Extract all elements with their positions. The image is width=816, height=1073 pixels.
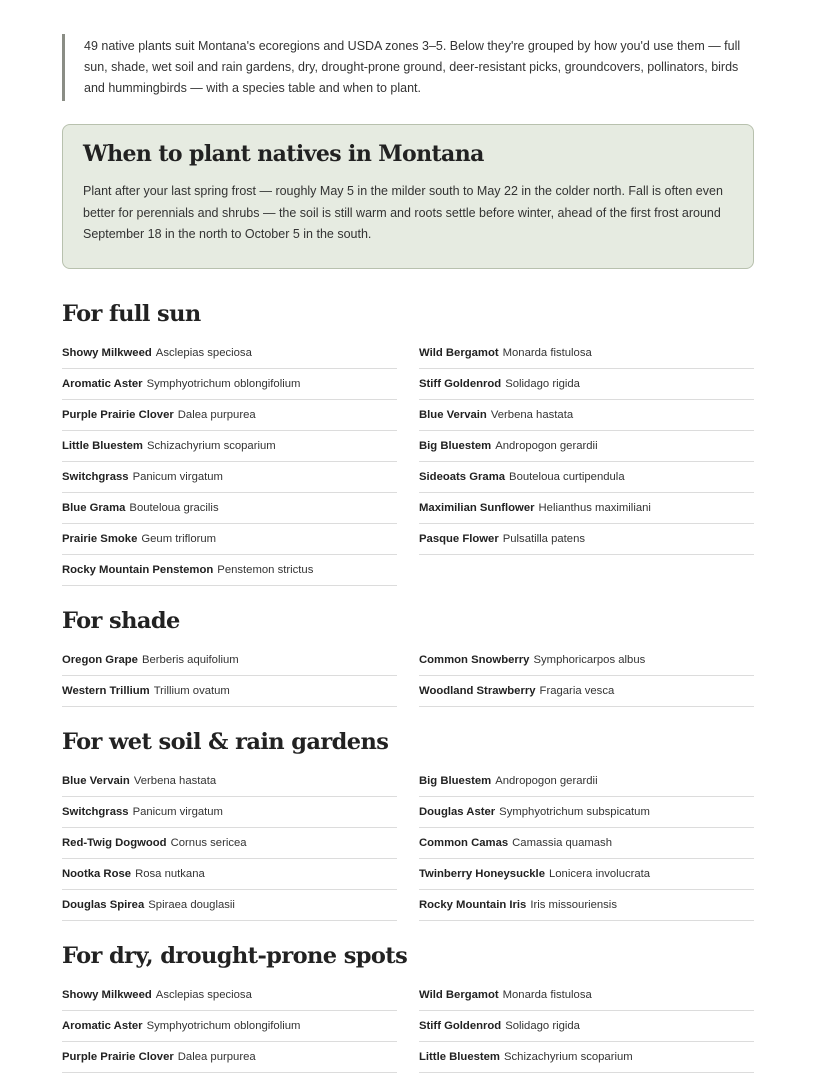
section-heading: For wet soil & rain gardens [62,729,389,755]
plant-grid [62,980,754,1073]
plant-row [62,493,397,524]
common-name: Maximilian Sunflower [419,502,535,514]
section-heading: For full sun [62,301,201,327]
plant-column-left [62,645,397,707]
plant-row [419,766,754,797]
scientific-name: Iris missouriensis [530,899,617,911]
plant-column-left [62,766,397,921]
plant-row [419,797,754,828]
plant-row [62,980,397,1011]
plant-row [62,338,397,369]
common-name: Aromatic Aster [62,1020,143,1032]
scientific-name: Bouteloua curtipendula [509,471,625,483]
scientific-name: Rosa nutkana [135,868,205,880]
scientific-name: Solidago rigida [505,378,580,390]
common-name: Showy Milkweed [62,989,152,1001]
plant-section [62,605,754,707]
common-name: Pasque Flower [419,533,499,545]
plant-row [419,1011,754,1042]
plant-row [419,462,754,493]
plant-row [419,493,754,524]
common-name: Rocky Mountain Penstemon [62,564,214,576]
scientific-name: Schizachyrium scoparium [503,1051,633,1063]
common-name: Douglas Spirea [62,899,145,911]
scientific-name: Helianthus maximiliani [538,502,651,514]
plant-row [62,676,397,707]
scientific-name: Symphoricarpos albus [533,654,646,666]
plant-section [62,726,754,921]
scientific-name: Solidago rigida [505,1020,580,1032]
article-body [62,34,754,1063]
scientific-name: Symphyotrichum oblongifolium [146,1020,301,1032]
scientific-name: Spiraea douglasii [148,899,235,911]
common-name: Oregon Grape [62,654,138,666]
common-name: Aromatic Aster [62,378,143,390]
plant-row [62,1042,397,1073]
scientific-name: Pulsatilla patens [502,533,586,545]
scientific-name: Penstemon strictus [217,564,314,576]
plant-row [62,431,397,462]
planting-time-callout [62,124,754,269]
plant-row [62,1011,397,1042]
common-name: Sideoats Grama [419,471,506,483]
scientific-name: Symphyotrichum oblongifolium [146,378,301,390]
plant-row [419,400,754,431]
scientific-name: Berberis aquifolium [141,654,239,666]
plant-grid [62,338,754,586]
scientific-name: Fragaria vesca [539,685,615,697]
plant-row [419,369,754,400]
common-name: Switchgrass [62,806,129,818]
intro-blockquote: 49 native plants suit Montana's ecoregions and USDA zones 3–5. Below they're grouped by how you'd use them — full sun, shade, wet soil and rain gardens, dry, drought-prone ground, deer-resistant picks, groundcovers, pollinators, birds and hummingbirds — with a species table and when to plant. [62,34,754,101]
common-name: Douglas Aster [419,806,496,818]
common-name: Wild Bergamot [419,989,499,1001]
common-name: Big Bluestem [419,440,492,452]
plant-column-left [62,338,397,586]
plant-column-right [419,645,754,707]
scientific-name: Symphyotrichum subspicatum [499,806,650,818]
callout-body: Plant after your last spring frost — roughly May 5 in the milder south to May 22 in the colder north. Fall is often even better for perennials and shrubs — the soil is still warm and roots settle before winter, ahead of the first frost around September 18 in the north to October 5 in the south. [83,184,723,241]
common-name: Showy Milkweed [62,347,152,359]
common-name: Blue Vervain [62,775,130,787]
plant-row [419,859,754,890]
section-heading: For shade [62,608,180,634]
common-name: Little Bluestem [62,440,143,452]
scientific-name: Andropogon gerardii [495,440,598,452]
plant-section [62,940,754,1073]
common-name: Stiff Goldenrod [419,378,502,390]
scientific-name: Monarda fistulosa [502,347,592,359]
plant-column-right [419,766,754,921]
plant-row [419,828,754,859]
common-name: Prairie Smoke [62,533,138,545]
callout-title: When to plant natives in Montana [83,141,484,167]
scientific-name: Bouteloua gracilis [129,502,219,514]
plant-row [62,555,397,586]
plant-row [419,524,754,555]
plant-row [62,766,397,797]
common-name: Switchgrass [62,471,129,483]
scientific-name: Cornus sericea [170,837,247,849]
plant-row [62,369,397,400]
scientific-name: Panicum virgatum [132,471,223,483]
scientific-name: Camassia quamash [512,837,612,849]
scientific-name: Asclepias speciosa [155,989,252,1001]
plant-column-left [62,980,397,1073]
plant-row [419,890,754,921]
plant-row [419,645,754,676]
plant-row [62,524,397,555]
scientific-name: Dalea purpurea [177,409,256,421]
scientific-name: Panicum virgatum [132,806,223,818]
scientific-name: Asclepias speciosa [155,347,252,359]
common-name: Western Trillium [62,685,150,697]
plant-row [419,338,754,369]
plant-grid [62,766,754,921]
plant-row [62,797,397,828]
common-name: Big Bluestem [419,775,492,787]
scientific-name: Lonicera involucrata [548,868,651,880]
common-name: Blue Grama [62,502,126,514]
plant-row [419,980,754,1011]
scientific-name: Verbena hastata [490,409,574,421]
section-heading: For dry, drought-prone spots [62,943,408,969]
plant-row [62,400,397,431]
plant-column-right [419,338,754,586]
plant-row [62,645,397,676]
plant-row [62,859,397,890]
plant-row [62,462,397,493]
common-name: Rocky Mountain Iris [419,899,527,911]
common-name: Woodland Strawberry [419,685,536,697]
plant-column-right [419,980,754,1073]
scientific-name: Schizachyrium scoparium [146,440,276,452]
scientific-name: Geum triflorum [141,533,217,545]
plant-row [419,431,754,462]
plant-row [62,890,397,921]
scientific-name: Dalea purpurea [177,1051,256,1063]
scientific-name: Verbena hastata [133,775,217,787]
plant-row [62,828,397,859]
common-name: Common Snowberry [419,654,530,666]
common-name: Common Camas [419,837,509,849]
common-name: Red-Twig Dogwood [62,837,167,849]
common-name: Purple Prairie Clover [62,409,174,421]
plant-row [419,676,754,707]
scientific-name: Monarda fistulosa [502,989,592,1001]
common-name: Blue Vervain [419,409,487,421]
common-name: Nootka Rose [62,868,132,880]
plant-section [62,298,754,586]
scientific-name: Trillium ovatum [153,685,230,697]
common-name: Twinberry Honeysuckle [419,868,545,880]
common-name: Wild Bergamot [419,347,499,359]
scientific-name: Andropogon gerardii [495,775,598,787]
plant-row [419,1042,754,1073]
common-name: Stiff Goldenrod [419,1020,502,1032]
common-name: Little Bluestem [419,1051,500,1063]
plant-grid [62,645,754,707]
common-name: Purple Prairie Clover [62,1051,174,1063]
